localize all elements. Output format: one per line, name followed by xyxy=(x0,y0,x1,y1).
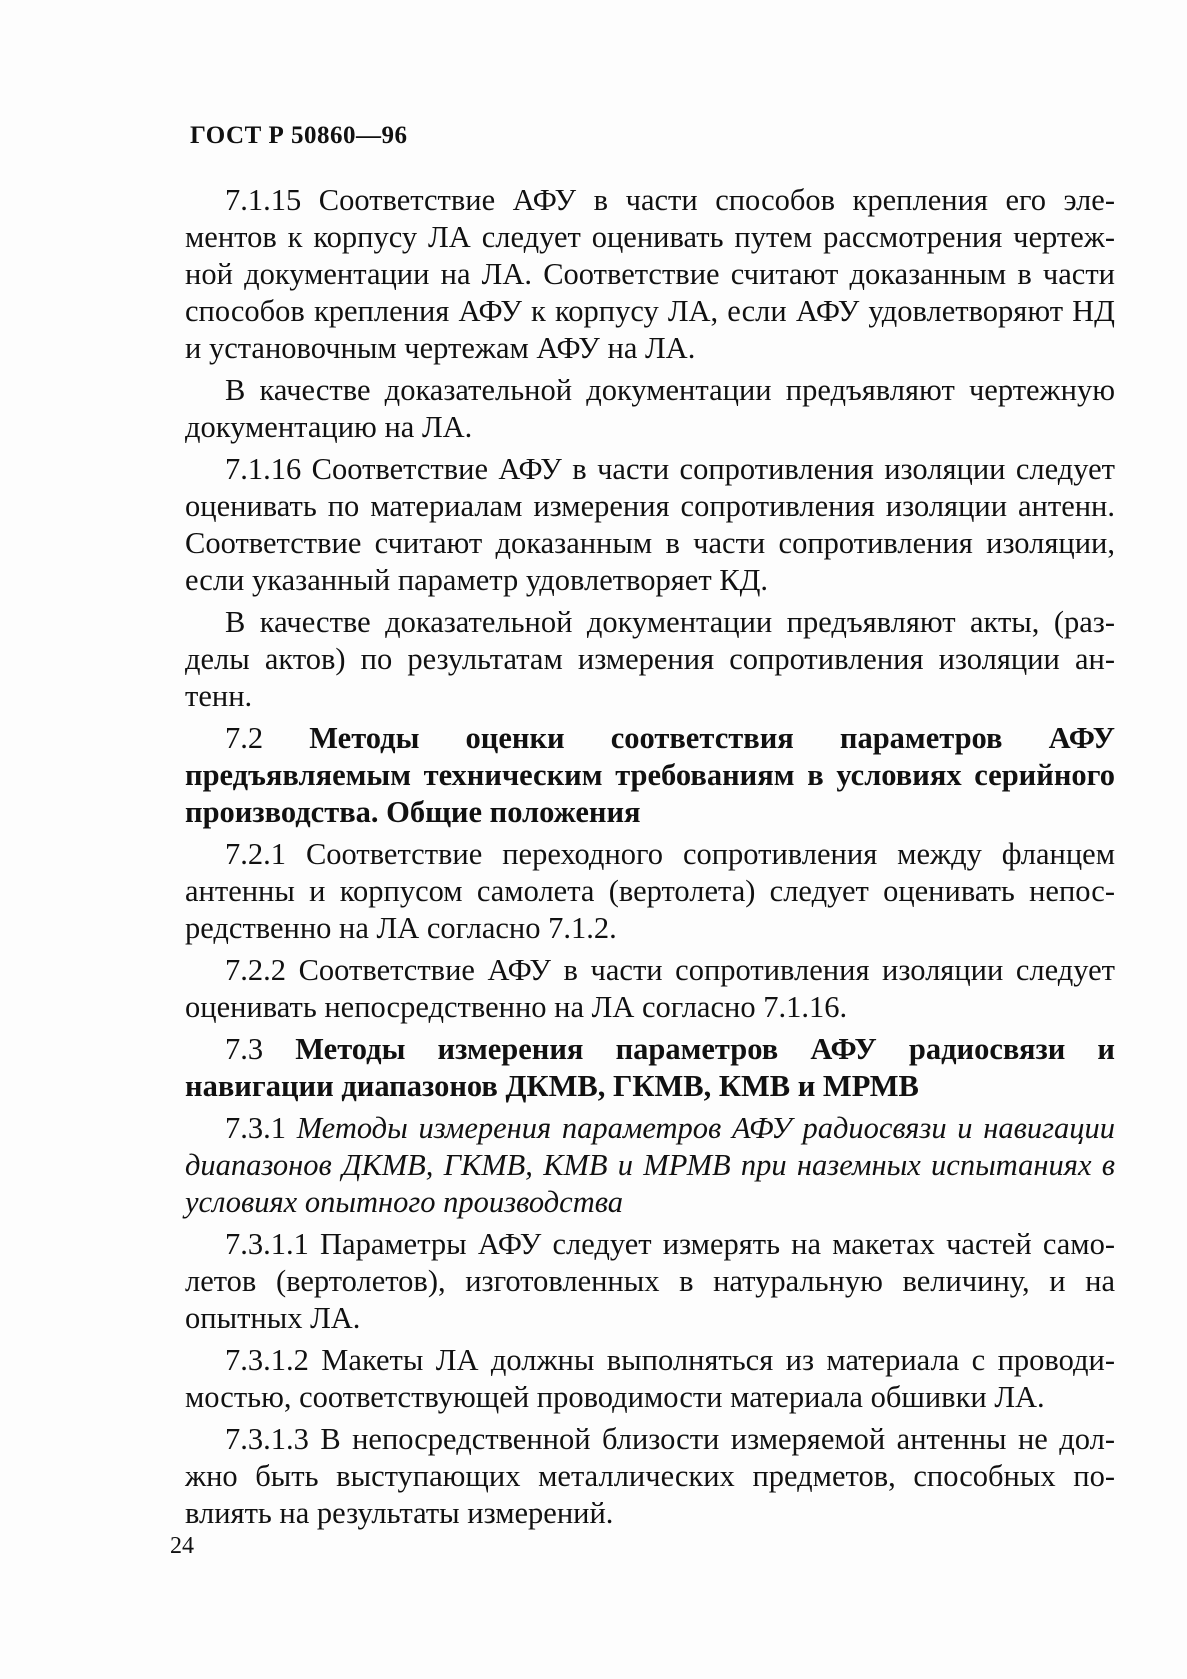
clause-number: 7.1.16 xyxy=(225,452,302,486)
subsection-heading-7-3-1 xyxy=(185,1110,1115,1221)
clause-number: 7.1.15 xyxy=(225,183,302,217)
clause-number: 7.3.1.3 xyxy=(225,1422,309,1456)
section-title: Методы измерения параметров АФУ радиосвязи и навигации диапазонов ДКМВ, ГКМВ, КМВ и МРМВ xyxy=(185,1032,1115,1103)
paragraph-evidence-acts xyxy=(185,604,1115,715)
clause-text: Макеты ЛА должны выполняться из материала с проводимостью, соответствующей проводимости материала обшивки ЛА. xyxy=(185,1343,1116,1414)
clause-text: Параметры АФУ следует измерять на макетах частей самолетов (вертолетов), изготовленных в натуральную величину, и на опытных ЛА. xyxy=(185,1227,1115,1335)
subsection-title: Методы измерения параметров АФУ радиосвязи и навигации диапазонов ДКМВ, ГКМВ, КМВ и МРМВ при наземных испытаниях в условиях опытного производства xyxy=(185,1111,1115,1219)
clause-text: Соответствие АФУ в части сопротивления изоляции следует оценивать непосредственно на ЛА согласно 7.1.16. xyxy=(185,953,1115,1024)
section-number: 7.2 xyxy=(225,721,264,755)
clause-7-3-1-3 xyxy=(185,1421,1115,1532)
section-heading-7-3 xyxy=(185,1031,1115,1105)
document-body xyxy=(185,182,1115,1537)
subsection-number: 7.3.1 xyxy=(225,1111,286,1145)
clause-text: Соответствие АФУ в части способов крепления его элементов к корпусу ЛА следует оценивать путем рассмотрения чертежной документации на ЛА. Соответствие считают доказанным в части способов крепления АФУ к корпусу ЛА, если АФУ удовлетворяют НД и установочным чертежам АФУ на ЛА. xyxy=(185,183,1115,365)
clause-text: Соответствие переходного сопротивления между фланцем антенны и корпусом самолета (вертолета) следует оценивать непосредственно на ЛА согласно 7.1.2. xyxy=(185,837,1116,945)
clause-text: В непосредственной близости измеряемой антенны не должно быть выступающих металлических предметов, способных повлиять на результаты измерений. xyxy=(185,1422,1116,1530)
clause-7-1-15 xyxy=(185,182,1115,367)
paragraph-evidence-drawings xyxy=(185,372,1115,446)
clause-7-2-2 xyxy=(185,952,1115,1026)
clause-7-3-1-1 xyxy=(185,1226,1115,1337)
paragraph-text: В качестве доказательной документации предъявляют акты, (разделы актов) по результатам измерения сопротивления изоляции антенн. xyxy=(185,605,1115,713)
paragraph-text: В качестве доказательной документации предъявляют чертежную документацию на ЛА. xyxy=(185,373,1115,444)
clause-number: 7.2.2 xyxy=(225,953,286,987)
clause-number: 7.3.1.1 xyxy=(225,1227,309,1261)
document-header: ГОСТ Р 50860—96 xyxy=(190,122,408,149)
clause-number: 7.3.1.2 xyxy=(225,1343,309,1377)
clause-number: 7.2.1 xyxy=(225,837,286,871)
section-heading-7-2 xyxy=(185,720,1115,831)
clause-text: Соответствие АФУ в части сопротивления изоляции следует оценивать по материалам измерения сопротивления изоляции антенн. Соответствие считают доказанным в части сопротивления изоляции, если указанный параметр удовлетворяет КД. xyxy=(185,452,1116,597)
section-title: Методы оценки соответствия параметров АФУ предъявляемым техническим требованиям в условиях серийного производства. Общие положения xyxy=(185,721,1116,829)
clause-7-1-16 xyxy=(185,451,1115,599)
clause-7-2-1 xyxy=(185,836,1115,947)
page-number: 24 xyxy=(170,1533,194,1559)
clause-7-3-1-2 xyxy=(185,1342,1115,1416)
section-number: 7.3 xyxy=(225,1032,264,1066)
